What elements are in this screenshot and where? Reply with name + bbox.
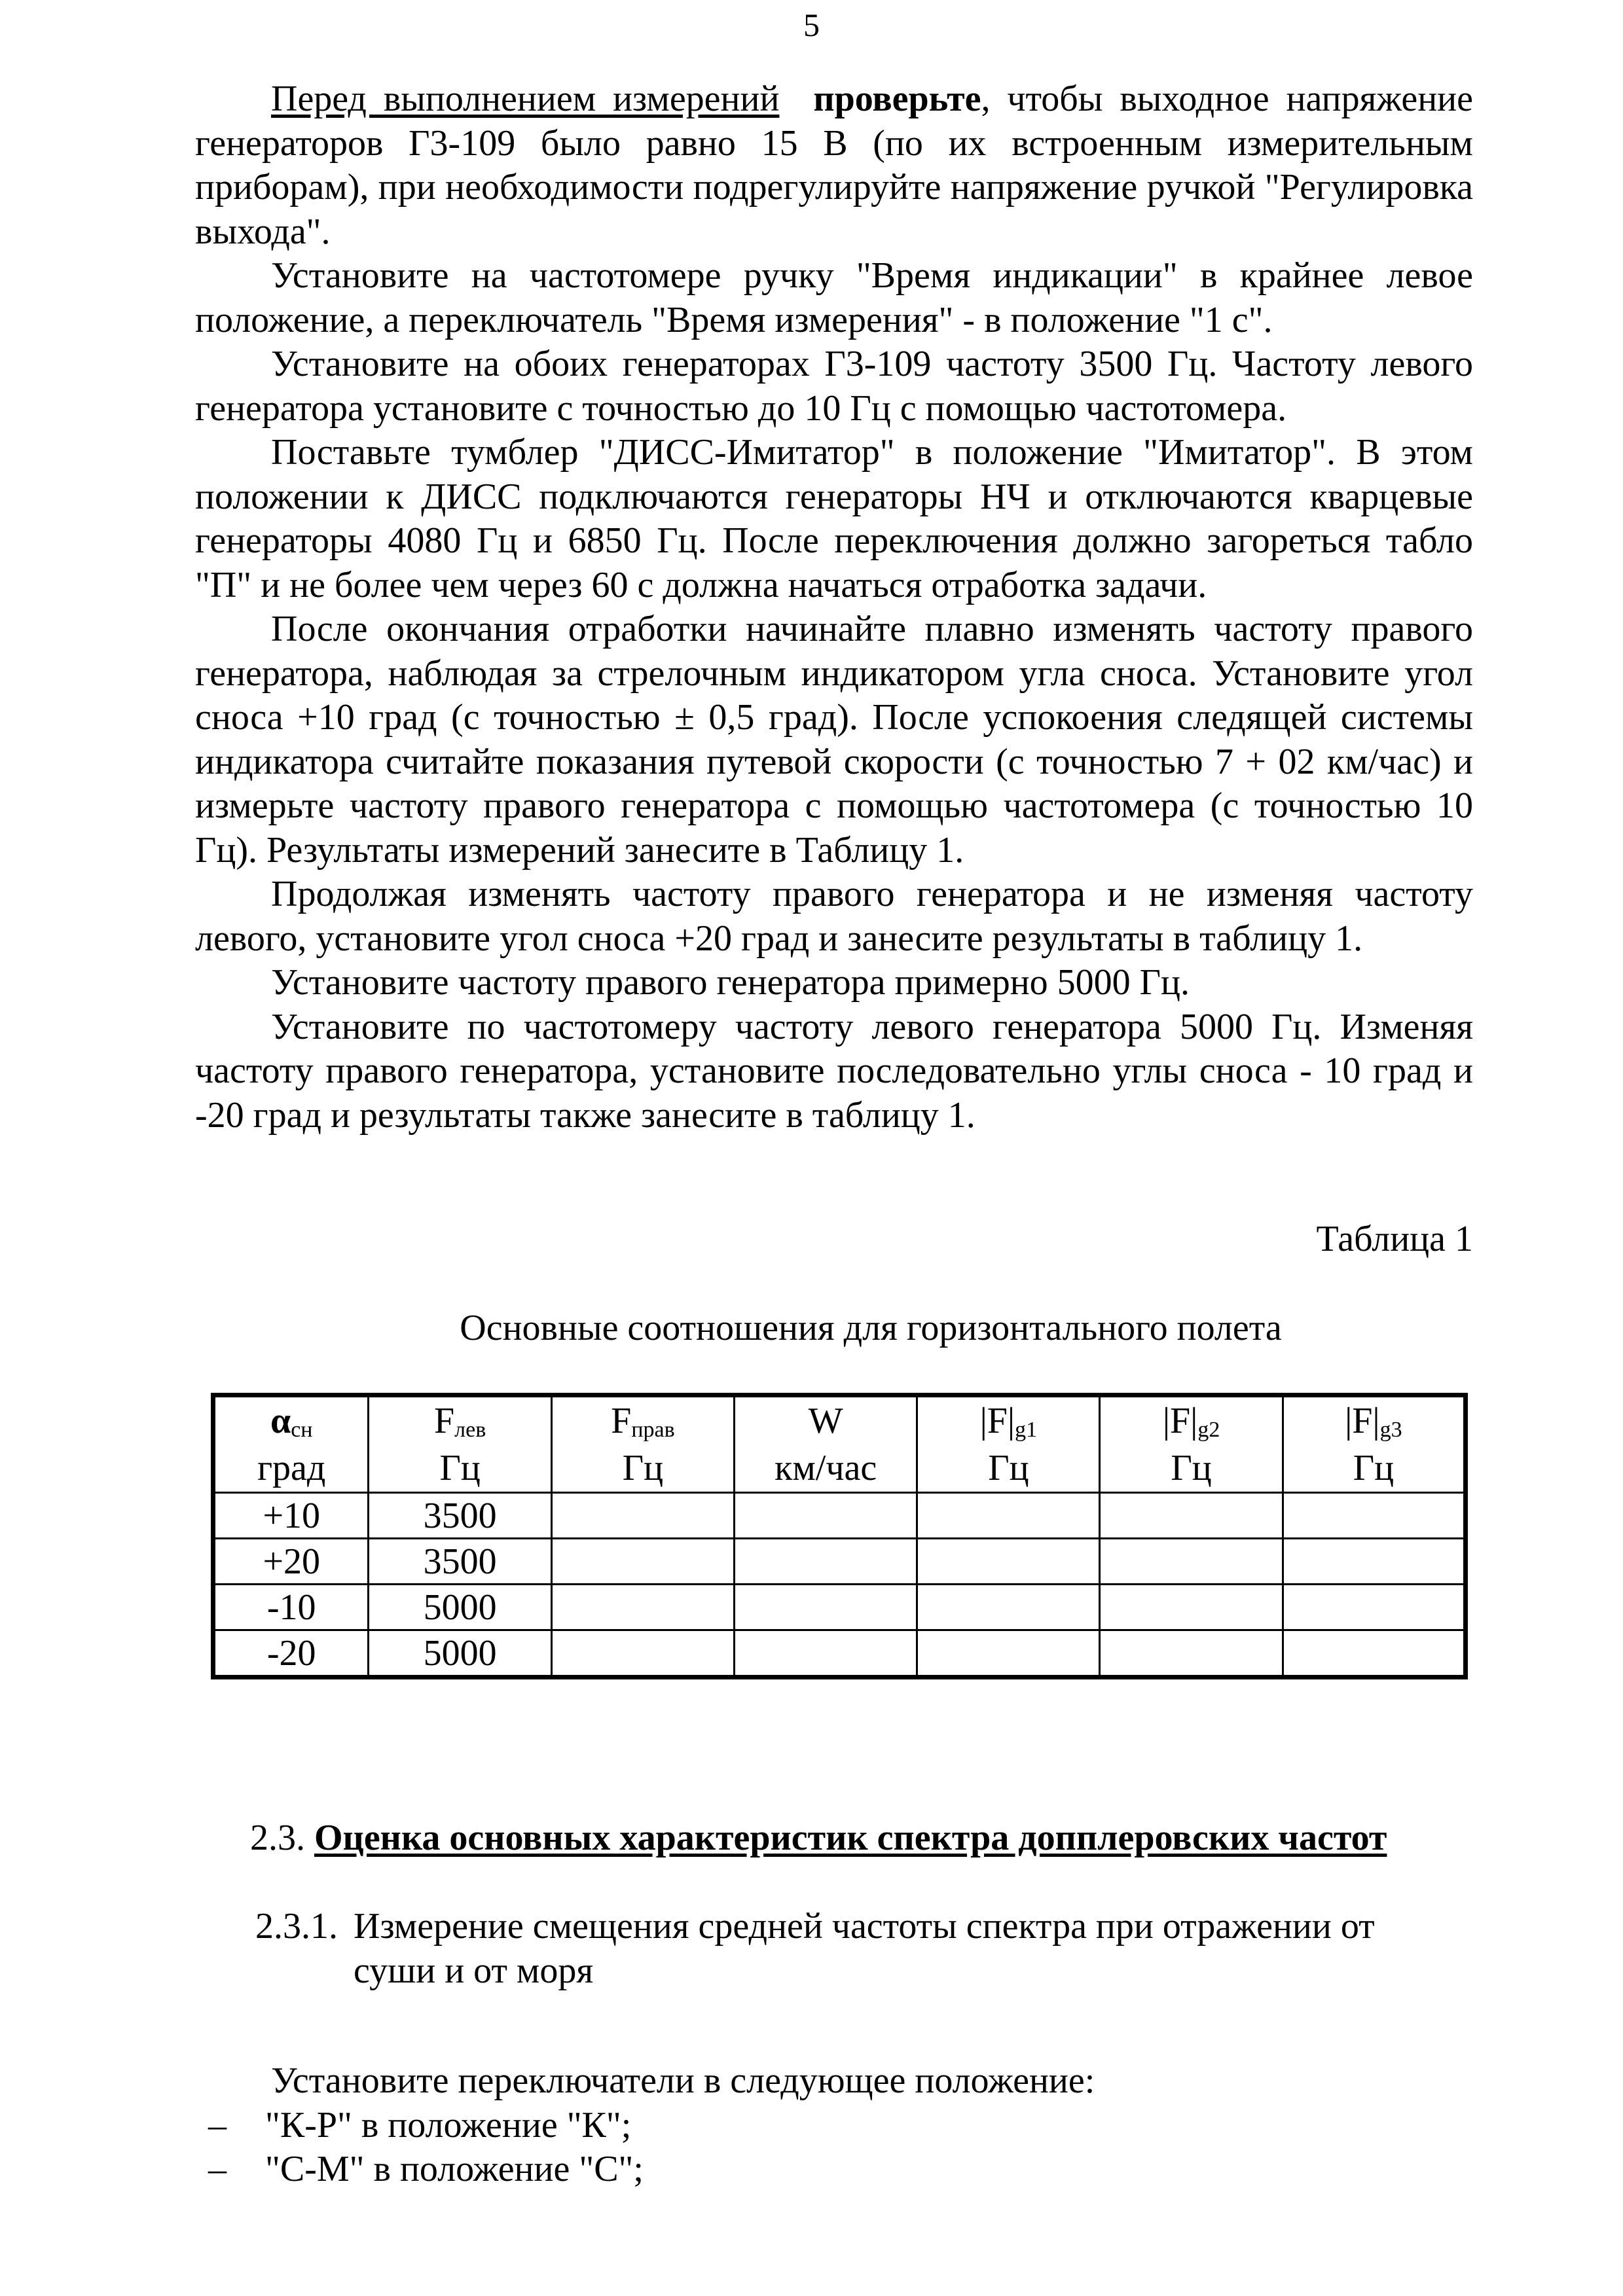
table-row (213, 1585, 1466, 1630)
header-subscript: g1 (1015, 1418, 1038, 1442)
header-symbol: |F| (1162, 1401, 1198, 1441)
subsection-title-line1: Измерение смещения средней частоты спектра при отражении от (354, 1906, 1375, 1946)
table-cell (1100, 1585, 1283, 1630)
table-header-row (213, 1395, 1466, 1493)
table-cell (735, 1539, 917, 1585)
table-cell (917, 1585, 1100, 1630)
table-cell: -20 (213, 1630, 369, 1677)
switch-instructions (195, 2059, 1473, 2192)
emphasis-word: проверьте (813, 79, 981, 119)
section-number: 2.3. (250, 1818, 305, 1858)
subsection-heading (255, 1905, 1473, 1993)
table-row (213, 1539, 1466, 1585)
header-f-right (551, 1395, 734, 1493)
table-cell (1283, 1493, 1465, 1539)
table-cell: +20 (213, 1539, 369, 1585)
list-item-text: "С-М" в положение "С"; (265, 2149, 644, 2189)
header-unit: Гц (988, 1448, 1029, 1488)
instructions-intro: Установите переключатели в следующее положение: (271, 2060, 1095, 2101)
header-fg3 (1283, 1395, 1465, 1493)
table-cell: 5000 (369, 1585, 551, 1630)
paragraph-8: Установите по частотомеру частоту левого генератора 5000 Гц. Изменяя частоту правого генератора, установите последовательно углы сноса - 10 град и -20 град и результаты также занесите в таблицу 1. (195, 1006, 1473, 1136)
table-cell (917, 1539, 1100, 1585)
paragraph-4: Поставьте тумблер "ДИСС-Имитатор" в положение "Имитатор". В этом положении к ДИСС подключаются генераторы НЧ и отключаются кварцевые генераторы 4080 Гц и 6850 Гц. После переключения должно загореться табло "П" и не более чем через 60 с должна начаться отработка задачи. (195, 432, 1473, 605)
table-cell: 3500 (369, 1539, 551, 1585)
table-cell: +10 (213, 1493, 369, 1539)
table-cell (1283, 1630, 1465, 1677)
header-unit: Гц (1171, 1448, 1212, 1488)
table-cell (735, 1585, 917, 1630)
header-fg1 (917, 1395, 1100, 1493)
header-ground-speed (735, 1395, 917, 1493)
table-cell (551, 1539, 734, 1585)
table-cell (735, 1630, 917, 1677)
table-caption: Таблица 1 (1316, 1219, 1473, 1259)
header-unit: Гц (1353, 1448, 1395, 1488)
header-subscript: лев (454, 1418, 486, 1442)
table-cell (551, 1585, 734, 1630)
header-symbol: α (270, 1401, 291, 1441)
header-symbol: |F| (979, 1401, 1015, 1441)
table-cell (917, 1630, 1100, 1677)
paragraph-2: Установите на частотомере ручку "Время индикации" в крайнее левое положение, а переключатель "Время измерения" - в положение "1 с". (195, 255, 1473, 340)
header-subscript: прав (631, 1418, 675, 1442)
paragraph-1-text: , чтобы выходное напряжение генераторов Г3-109 было равно 15 В (по их встроенным измерительным приборам), при необходимости подрегулируйте напряжение ручкой "Регулировка выхода". (195, 79, 1474, 252)
header-subscript: g2 (1197, 1418, 1220, 1442)
paragraph-7: Установите частоту правого генератора примерно 5000 Гц. (271, 962, 1190, 1003)
header-unit: Гц (439, 1448, 481, 1488)
header-subscript: сн (291, 1418, 313, 1442)
table-cell (551, 1493, 734, 1539)
lead-phrase: Перед выполнением измерений (271, 79, 780, 119)
dash-bullet: – (208, 2104, 227, 2145)
table-cell (551, 1630, 734, 1677)
table-cell (917, 1493, 1100, 1539)
table-cell (1100, 1539, 1283, 1585)
header-symbol: F (433, 1401, 455, 1441)
body-text (195, 77, 1473, 1138)
paragraph-5: После окончания отработки начинайте плавно изменять частоту правого генератора, наблюдая за стрелочным индикатором угла сноса. Установите угол сноса +10 град (с точностью ± 0,5 град). После успокоения следящей системы индикатора считайте показания путевой скорости (с точностью 7 + 02 км/час) и измерьте частоту правого генератора с помощью частотомера (с точностью 10 Гц). Результаты измерений занесите в Таблицу 1. (195, 609, 1473, 870)
section-title: Оценка основных характеристик спектра допплеровских частот (314, 1818, 1387, 1858)
table-cell (1283, 1539, 1465, 1585)
page-number: 5 (803, 7, 820, 43)
list-item (195, 2147, 1473, 2192)
table-cell (1100, 1493, 1283, 1539)
paragraph-1 (195, 77, 1473, 254)
list-item (195, 2104, 1473, 2148)
header-symbol: F (611, 1401, 632, 1441)
header-fg2 (1100, 1395, 1283, 1493)
table-cell (735, 1493, 917, 1539)
table-row (213, 1493, 1466, 1539)
header-unit: град (257, 1448, 326, 1488)
section-heading (250, 1816, 1387, 1860)
table-title: Основные соотношения для горизонтального полета (460, 1308, 1282, 1348)
table-row (213, 1630, 1466, 1677)
header-symbol: W (808, 1401, 843, 1441)
measurement-table (211, 1393, 1468, 1679)
header-symbol: |F| (1345, 1401, 1380, 1441)
header-drift-angle (213, 1395, 369, 1493)
header-unit: км/час (775, 1448, 877, 1488)
header-f-left (369, 1395, 551, 1493)
table-cell: 3500 (369, 1493, 551, 1539)
subsection-number: 2.3.1. (255, 1906, 338, 1946)
subsection-title-line2: суши и от моря (354, 1950, 594, 1991)
dash-bullet: – (208, 2149, 227, 2189)
list-item-text: "К-Р" в положение "К"; (265, 2104, 632, 2145)
header-unit: Гц (622, 1448, 664, 1488)
table-cell: -10 (213, 1585, 369, 1630)
paragraph-6: Продолжая изменять частоту правого генератора и не изменяя частоту левого, установите угол сноса +20 град и занесите результаты в таблицу 1. (195, 874, 1473, 959)
paragraph-3: Установите на обоих генераторах Г3-109 частоту 3500 Гц. Частоту левого генератора установите с точностью до 10 Гц с помощью частотомера. (195, 344, 1473, 429)
header-subscript: g3 (1379, 1418, 1402, 1442)
table-cell (1283, 1585, 1465, 1630)
table-cell (1100, 1630, 1283, 1677)
table-cell: 5000 (369, 1630, 551, 1677)
